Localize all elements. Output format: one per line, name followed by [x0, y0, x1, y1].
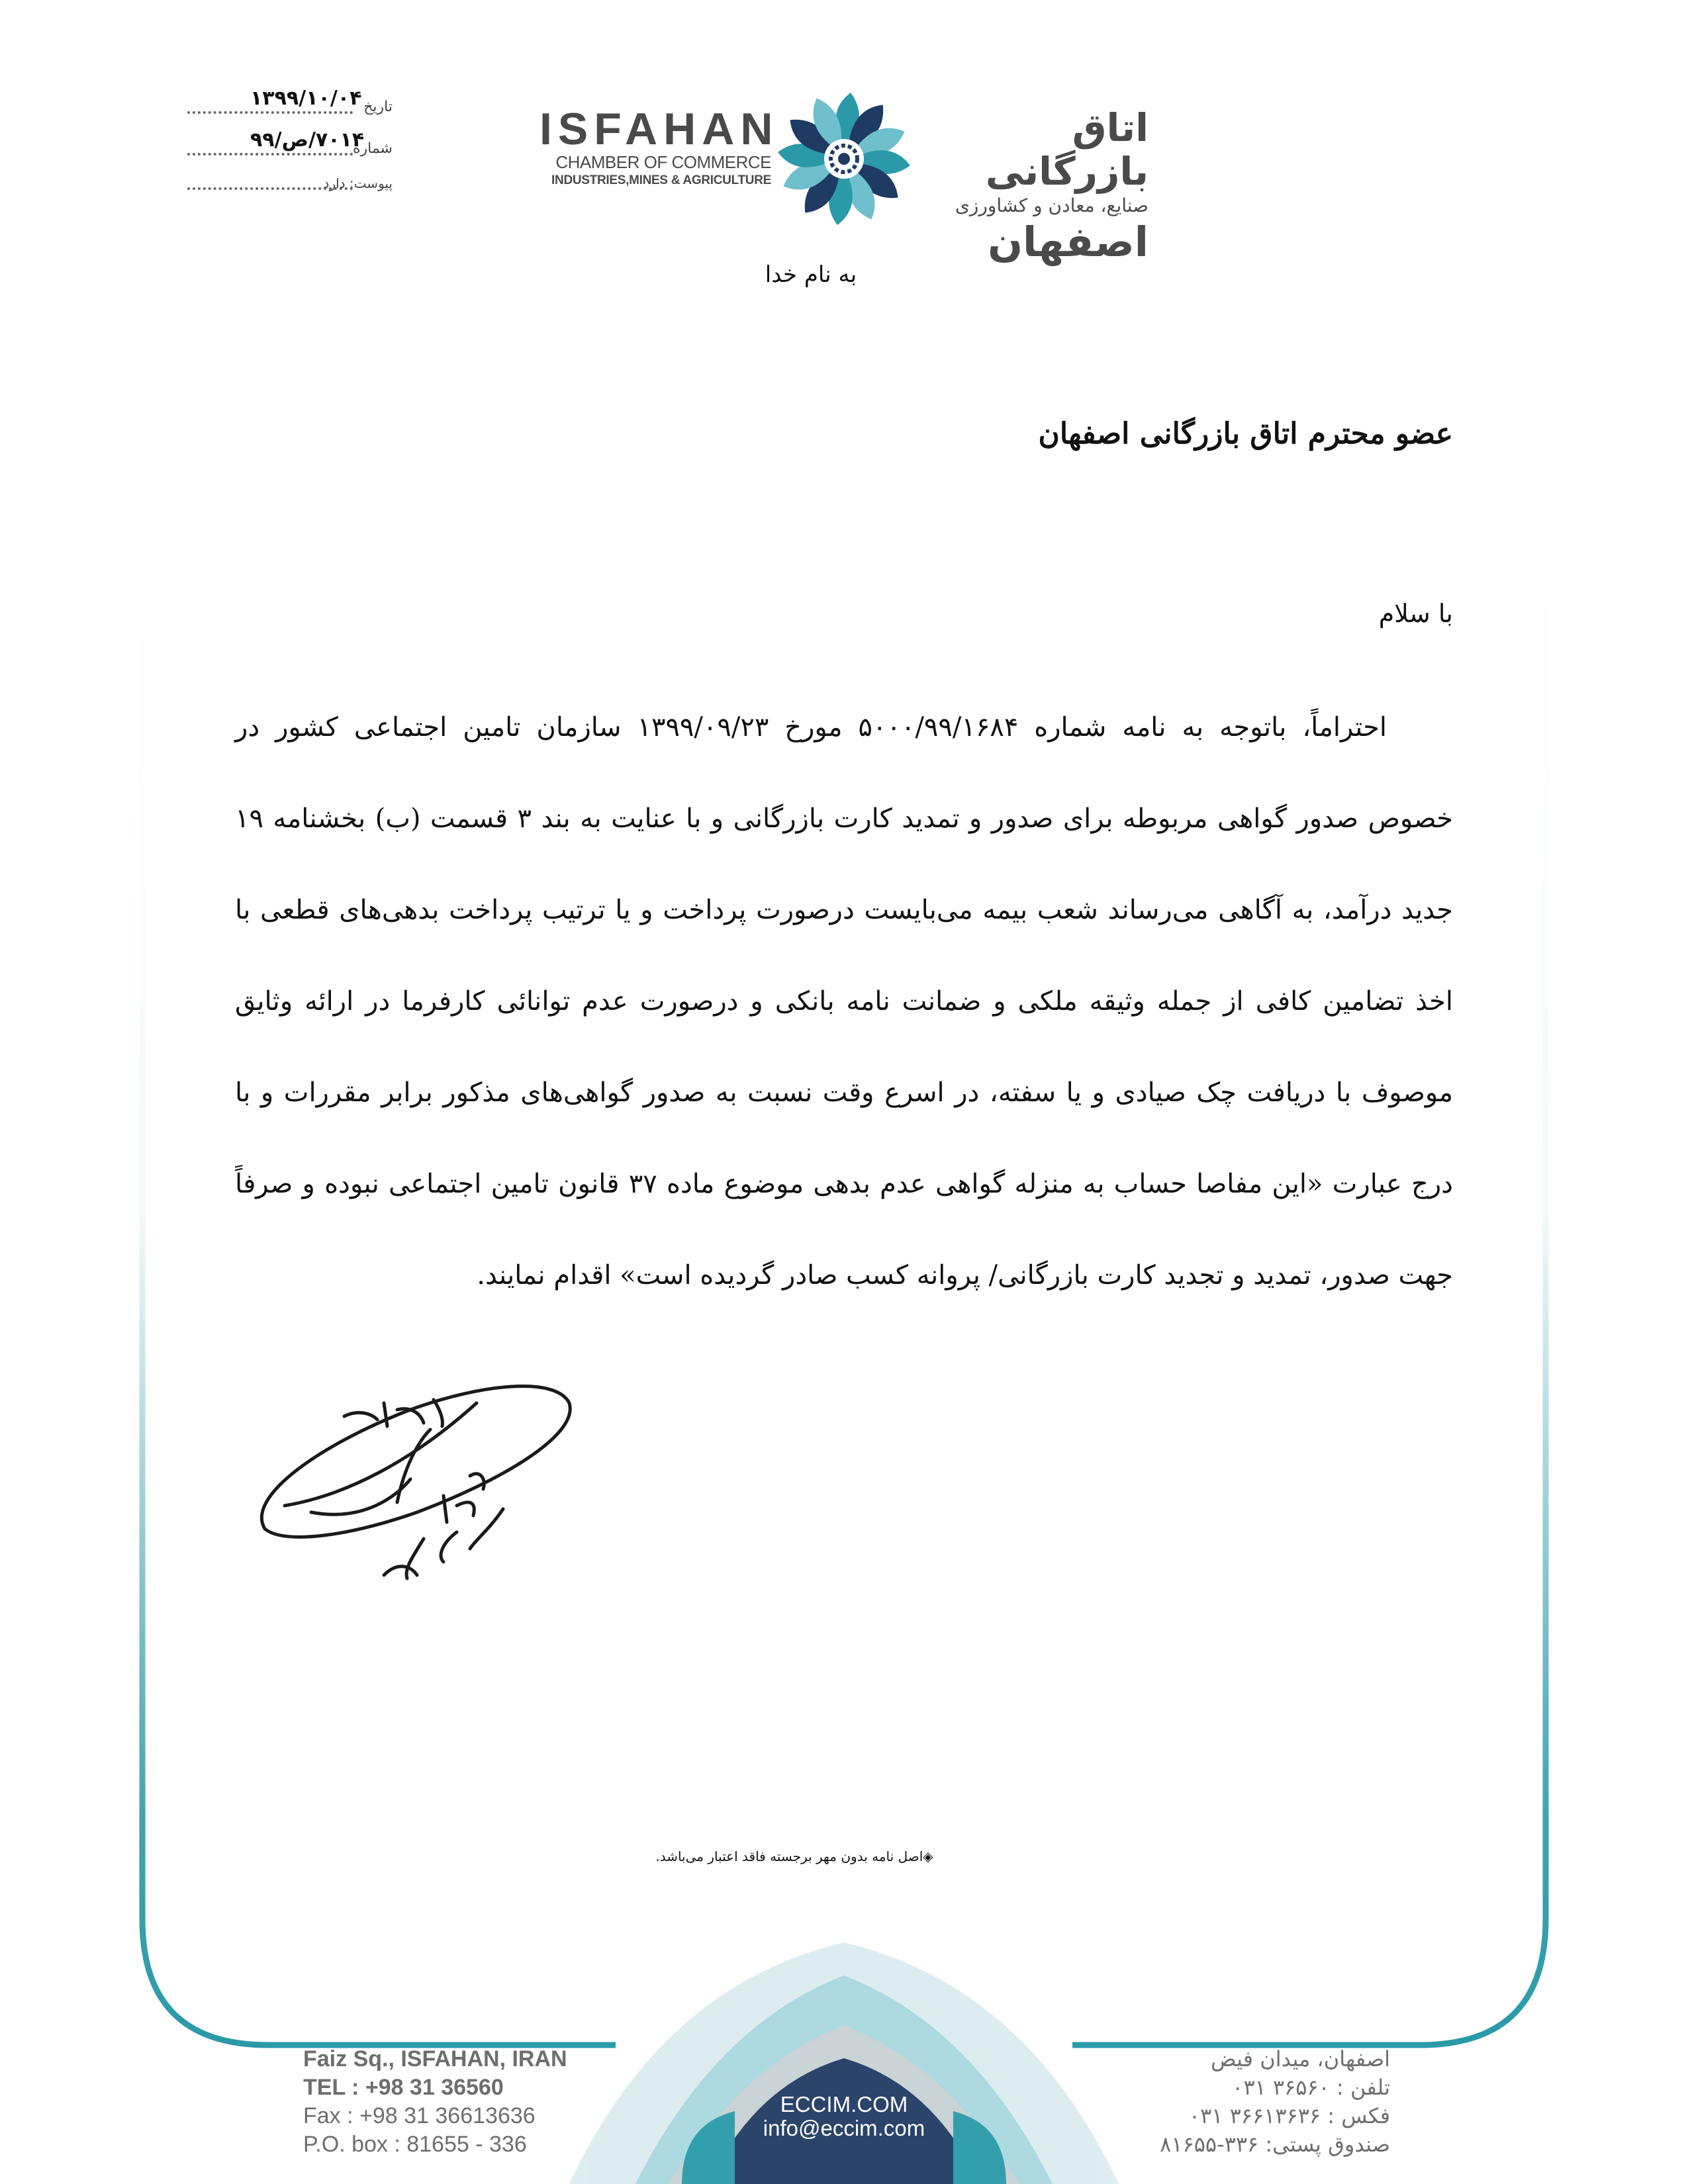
number-label: شماره	[352, 140, 393, 157]
date-label: تاریخ	[363, 99, 393, 115]
logo-en-line1: ISFAHAN	[539, 104, 779, 154]
signature	[245, 1363, 583, 1602]
letter-body: احتراماً، باتوجه به نامه شماره ۵۰۰۰/۹۹/۱۶۸۴ مورخ ۱۳۹۹/۰۹/۲۳ سازمان تامین اجتماعی کشور در خصوص صدور گواهی مربوطه برای صدور و تمدید کارت بازرگانی و با عنایت به بند ۳ قسمت (ب) بخشنامه ۱۹ جدید درآمد، به آگاهی می‌رساند شعب بیمه می‌بایست درصورت پرداخت و یا ترتیب پرداخت بدهی‌های قطعی با اخذ تضامین کافی از جمله وثیقه ملکی و ضمانت نامه بانکی و درصورت عدم توانائی کارفرما در ارائه وثایق موصوف با دریافت چک صیادی و یا سفته، در اسرع وقت نسبت به صدور گواهی‌های مذکور برابر مقررات و با درج عبارت «این مفاصا حساب به منزله گواهی عدم بدهی موضوع ماده ۳۷ قانون تامین اجتماعی نبوده و صرفاً جهت صدور، تمدید و تجدید کارت بازرگانی/ پروانه کسب صادر گردیده است» اقدام نمایند.	[235, 712, 1454, 1291]
footer-fa-pobox: صندوق پستی: ۳۳۶-۸۱۶۵۵	[1160, 2132, 1390, 2157]
footer-note	[596, 1848, 993, 1864]
footer-emblem	[569, 1942, 1119, 2184]
logo-english-text	[539, 104, 779, 189]
footer-en-fax: Fax : +98 31 36613636	[303, 2103, 536, 2128]
logo-en-line2: CHAMBER OF COMMERCE	[555, 152, 771, 172]
date-field	[187, 86, 393, 118]
number-value: ۷۰۱۴/ص/۹۹	[250, 128, 365, 152]
logo-fa-line2: صنایع، معادن و کشاورزی	[955, 195, 1149, 216]
logo-fa-line3: اصفهان	[988, 218, 1149, 266]
logo-en-line3: INDUSTRIES,MINES & AGRICULTURE	[551, 173, 771, 187]
footer-fa-fax: فکس : ۳۶۶۱۳۶۳۶ ۰۳۱	[1188, 2103, 1390, 2128]
footer-en-pobox: P.O. box : 81655 - 336	[303, 2132, 527, 2157]
recipient-title: عضو محترم اتاق بازرگانی اصفهان	[1038, 417, 1453, 451]
footer-email-link[interactable]: info@eccim.com	[763, 2116, 925, 2140]
footer-website-link[interactable]: ECCIM.COM	[780, 2092, 908, 2116]
footer-en-address: Faiz Sq., ISFAHAN, IRAN	[303, 2046, 567, 2071]
greeting: با سلام	[1378, 599, 1453, 628]
footer-fa-tel: تلفن : ۳۶۵۶۰ ۰۳۱	[1232, 2075, 1390, 2100]
logo-emblem-icon	[774, 89, 914, 228]
number-field	[187, 128, 393, 159]
diamond-icon: ◈	[923, 1848, 933, 1864]
footer-web	[735, 2093, 953, 2140]
attachment-label: پیوست: دارد	[323, 175, 393, 191]
date-dotted-line	[187, 111, 353, 114]
logo-fa-line1: اتاق بازرگانی	[985, 105, 1149, 194]
footer-fa-address: اصفهان، میدان فیض	[1210, 2046, 1390, 2071]
basmala: به نام خدا	[765, 261, 857, 288]
attachment-field	[187, 162, 393, 194]
footer-contact-persian	[1086, 2045, 1390, 2159]
logo-persian-text	[923, 106, 1149, 266]
number-dotted-line	[187, 153, 353, 156]
footer-note-text: اصل نامه بدون مهر برجسته فاقد اعتبار می‌باشد.	[655, 1848, 923, 1864]
date-value: ۱۳۹۹/۱۰/۰۴	[250, 87, 362, 110]
footer-contact-english	[303, 2045, 581, 2159]
footer-en-tel: TEL : +98 31 36560	[303, 2075, 504, 2100]
